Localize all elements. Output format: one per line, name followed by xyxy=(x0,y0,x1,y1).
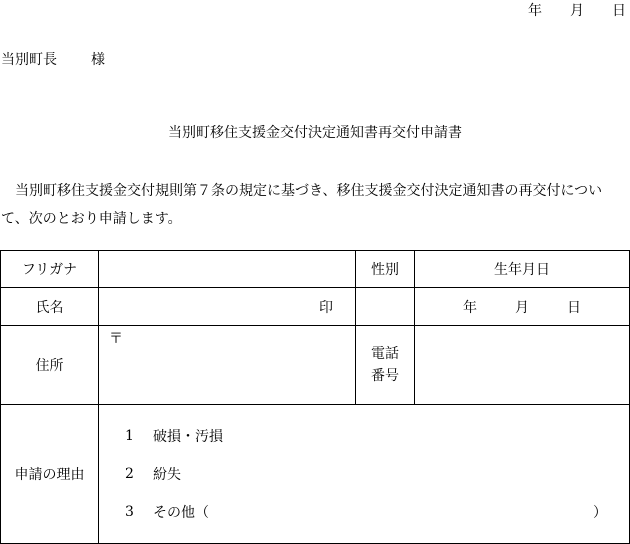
phone-label-line-2: 番号 xyxy=(371,368,399,384)
document-title: 当別町移住支援金交付決定通知書再交付申請書 xyxy=(168,125,462,141)
reason-options xyxy=(98,404,630,544)
reason-option-other[interactable] xyxy=(125,493,629,531)
reason-number: 3 xyxy=(125,504,134,520)
phone-field[interactable] xyxy=(414,325,630,405)
postal-mark: 〒 xyxy=(109,331,123,347)
addressee xyxy=(1,49,105,69)
date-month-label: 月 xyxy=(570,3,584,19)
reason-option-damage[interactable] xyxy=(125,417,629,455)
reason-text: 破損・汚損 xyxy=(153,429,223,445)
reason-number: 1 xyxy=(125,428,134,444)
reason-text: その他（ xyxy=(153,505,209,521)
reason-label: 申請の理由 xyxy=(0,404,99,544)
phone-label xyxy=(355,325,415,405)
phone-label-line-1: 電話 xyxy=(371,346,399,362)
name-field[interactable] xyxy=(98,287,356,326)
address-field[interactable] xyxy=(98,325,356,405)
address-label: 住所 xyxy=(0,325,99,405)
addressee-honorific: 様 xyxy=(91,52,105,68)
reason-text: 紛失 xyxy=(153,467,181,483)
birthdate-field[interactable] xyxy=(414,287,630,326)
name-label: 氏名 xyxy=(0,287,99,326)
birth-year-label: 年 xyxy=(463,299,477,316)
gender-label: 性別 xyxy=(355,250,415,288)
body-text: 当別町移住支援金交付規則第７条の規定に基づき、移住支援金交付決定通知書の再交付について、次のとおり申請します。 xyxy=(1,183,603,227)
date-day-label: 日 xyxy=(612,3,626,19)
furigana-label: フリガナ xyxy=(0,250,99,288)
seal-mark: 印 xyxy=(319,299,333,316)
submission-date xyxy=(528,0,626,20)
gender-field[interactable] xyxy=(355,287,415,326)
date-year-label: 年 xyxy=(528,3,542,19)
addressee-name: 当別町長 xyxy=(1,52,57,68)
birth-day-label: 日 xyxy=(567,299,581,316)
furigana-field[interactable] xyxy=(98,250,356,288)
reason-other-close: ） xyxy=(593,505,607,521)
reason-number: 2 xyxy=(125,466,134,482)
reason-option-lost[interactable] xyxy=(125,455,629,493)
birthdate-label: 生年月日 xyxy=(414,250,630,288)
birth-month-label: 月 xyxy=(515,299,529,316)
application-form-table xyxy=(0,250,630,544)
